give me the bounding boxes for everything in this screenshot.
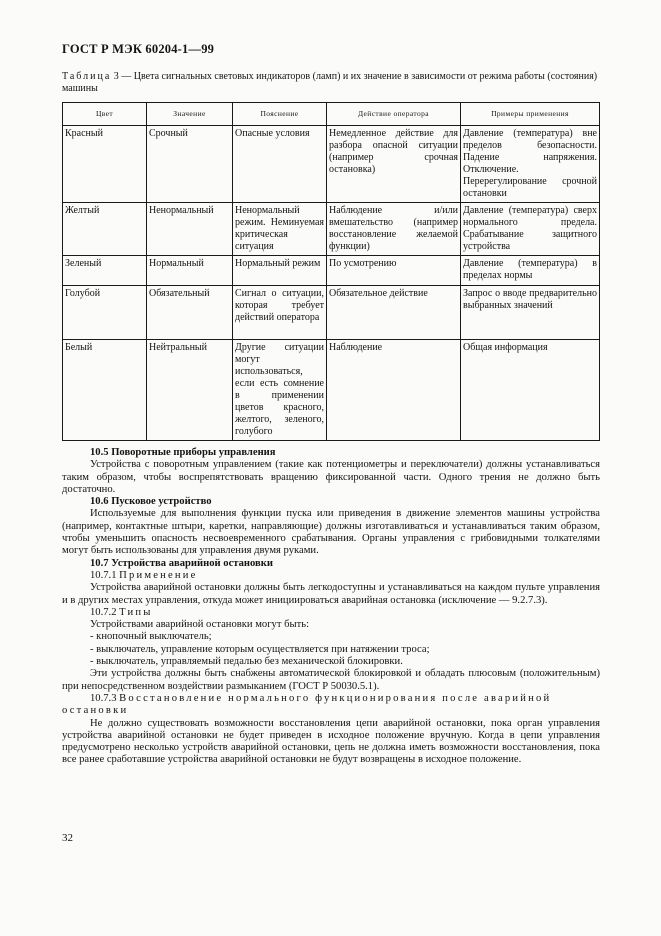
cell-meaning: Ненормальный — [147, 203, 233, 256]
col-header-explanation: Пояснение — [233, 103, 327, 126]
section-10-7-3-text: Не должно существовать возможности восстановления цепи аварийной остановки, пока орган управления устройства аварийной остановки не будет приведен в исходное положение вручную. Когда в цепи управления предусмотрено несколько устройств аварийной остановки, цепь не должна иметь возможности восстановления, пока все ранее сработавшие устройства аварийной остановки не будут возвращены в исходное положение. — [62, 717, 600, 766]
col-header-color: Цвет — [63, 103, 147, 126]
section-10-7-2-title: Типы — [119, 606, 153, 618]
cell-color: Красный — [63, 126, 147, 203]
cell-examples: Давление (температура) сверх нормального предела. Срабатывание защитного устройства — [461, 203, 600, 256]
cell-examples: Давление (температура) в пределах нормы — [461, 256, 600, 286]
table-row — [63, 286, 600, 340]
list-item: - выключатель, управляемый педалью без механической блокировки. — [90, 656, 403, 668]
section-10-7-2-number: 10.7.2 — [90, 606, 117, 618]
cell-explanation: Опасные условия — [233, 126, 327, 203]
signal-colors-table — [62, 102, 600, 441]
document-body — [62, 447, 600, 767]
table-caption — [62, 71, 602, 95]
table-header-row — [63, 103, 600, 126]
page-number: 32 — [62, 832, 73, 844]
cell-examples: Общая информация — [461, 340, 600, 441]
table-row — [63, 203, 600, 256]
col-header-operator-action: Действие оператора — [327, 103, 461, 126]
cell-operator-action: Наблюдение — [327, 340, 461, 441]
section-10-5-title: 10.5 Поворотные приборы управления — [90, 447, 276, 458]
cell-explanation: Сигнал о ситуации, которая требует действий оператора — [233, 286, 327, 340]
section-10-7-2-heading — [62, 607, 600, 619]
section-10-7-title: 10.7 Устройства аварийной остановки — [90, 557, 273, 569]
table-caption-label: Таблица — [62, 71, 112, 82]
section-10-7-2-text: Эти устройства должны быть снабжены автоматической блокировкой и обладать плюсовым (положительным) при непосредственном воздействии размыканием (ГОСТ Р 50030.5.1). — [62, 668, 600, 692]
section-10-7-3-number: 10.7.3 — [90, 692, 117, 704]
section-10-7-1-number: 10.7.1 — [90, 569, 117, 581]
list-item: - выключатель, управление которым осуществляется при натяжении троса; — [90, 643, 430, 655]
table-row — [63, 256, 600, 286]
document-header: ГОСТ Р МЭК 60204-1—99 — [62, 42, 215, 56]
cell-operator-action: Наблюдение и/или вмешательство (например восстановление желаемой функции) — [327, 203, 461, 256]
cell-meaning: Срочный — [147, 126, 233, 203]
cell-color: Желтый — [63, 203, 147, 256]
cell-examples: Давление (температура) вне пределов безопасности. Падение напряжения. Отключение. Перерегулирование срочной остановки — [461, 126, 600, 203]
section-10-7-1-title: Применение — [119, 569, 198, 581]
cell-meaning: Нейтральный — [147, 340, 233, 441]
section-10-7-2-intro: Устройствами аварийной остановки могут быть: — [90, 619, 310, 631]
section-10-6-text: Используемые для выполнения функции пуска или приведения в движение элементов машины устройства (например, контактные штыри, каретки, направляющие) должны изготавливаться и устанавливаться таким образом, чтобы уменьшить опасность несвоевременного срабатывания. Органы управления с грибовидными толкателями могут быть использованы для управления двумя руками. — [62, 508, 600, 557]
section-10-6-title: 10.6 Пусковое устройство — [90, 496, 212, 508]
table-row — [63, 126, 600, 203]
section-10-7-1-text: Устройства аварийной остановки должны быть легкодоступны и устанавливаться на каждом пульте управления и в других местах управления, откуда может инициироваться аварийная остановка (исключение — 9.2.7.3). — [62, 582, 600, 606]
list-item: - кнопочный выключатель; — [90, 631, 212, 643]
cell-explanation: Другие ситуации могут использоваться, если есть сомнение в применении цветов красного, желтого, зеленого, голубого — [233, 340, 327, 441]
col-header-meaning: Значение — [147, 103, 233, 126]
cell-explanation: Ненормальный режим. Неминуемая критическая ситуация — [233, 203, 327, 256]
section-10-7-3-title: Восстановление нормального функционирования после аварийной остановки — [62, 692, 552, 717]
cell-color: Белый — [63, 340, 147, 441]
cell-operator-action: По усмотрению — [327, 256, 461, 286]
cell-meaning: Нормальный — [147, 256, 233, 286]
cell-meaning: Обязательный — [147, 286, 233, 340]
table-caption-text: — Цвета сигнальных световых индикаторов (ламп) и их значение в зависимости от режима работы (состояния) машины — [62, 71, 598, 94]
section-10-5-text: Устройства с поворотным управлением (такие как потенциометры и переключатели) должны устанавливаться таким образом, чтобы воспрепятствовать вращению фиксированной части. Одного трения не должно быть достаточно. — [62, 459, 600, 495]
table-caption-number: 3 — [113, 71, 119, 82]
cell-examples: Запрос о вводе предварительно выбранных значений — [461, 286, 600, 340]
cell-operator-action: Немедленное действие для разбора опасной ситуации (например срочная остановка) — [327, 126, 461, 203]
col-header-examples: Примеры применения — [461, 103, 600, 126]
section-10-7-3-heading — [62, 693, 600, 718]
cell-color: Зеленый — [63, 256, 147, 286]
table-row — [63, 340, 600, 441]
section-10-7-1-heading — [62, 570, 600, 582]
cell-operator-action: Обязательное действие — [327, 286, 461, 340]
cell-explanation: Нормальный режим — [233, 256, 327, 286]
cell-color: Голубой — [63, 286, 147, 340]
